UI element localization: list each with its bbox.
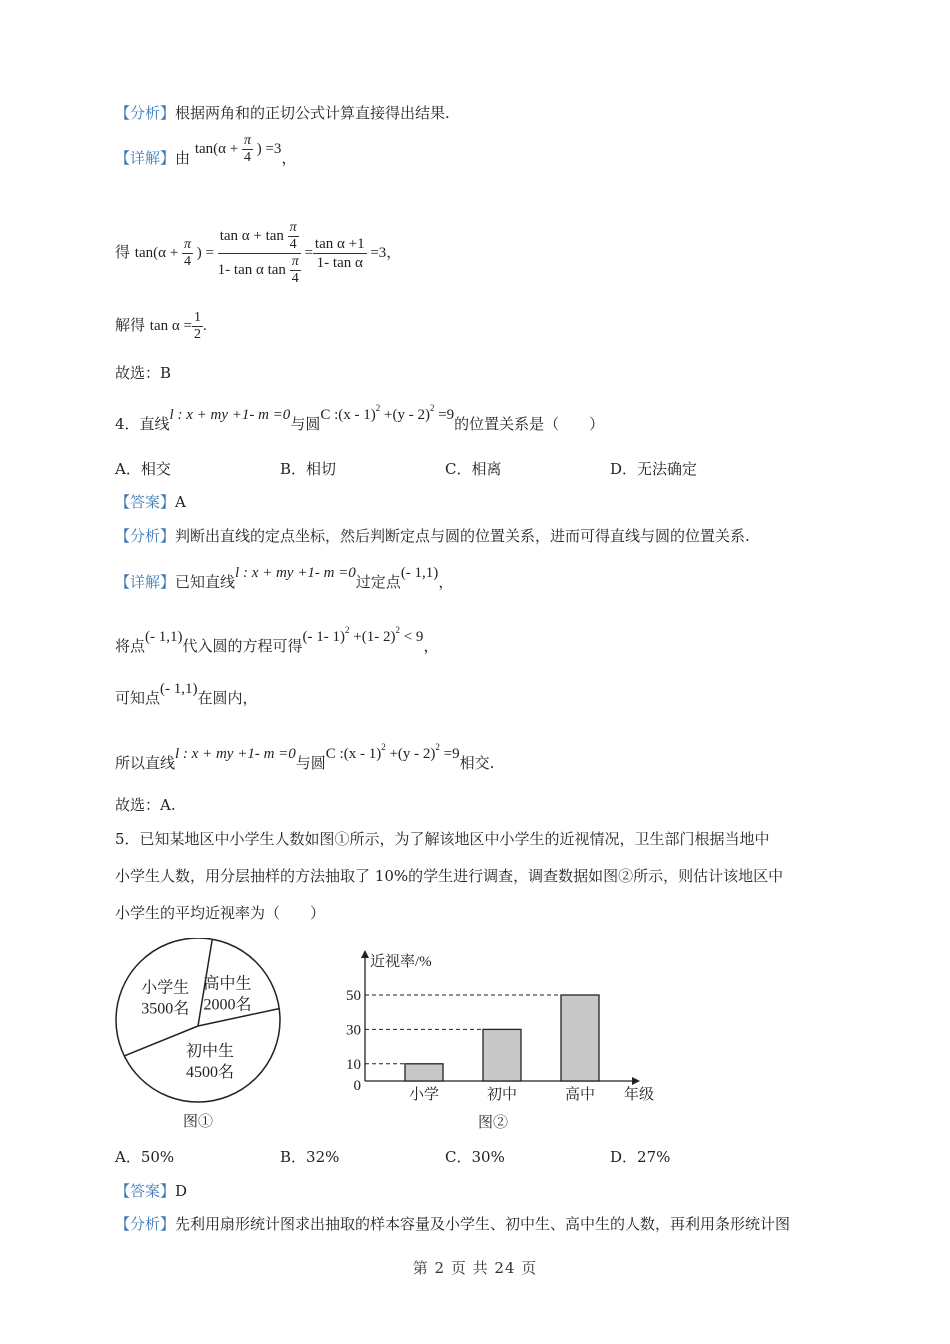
fraction xyxy=(313,235,367,272)
circle-equation xyxy=(325,742,460,762)
pie-slice-value: 2000名 xyxy=(203,996,252,1014)
y-tick-label: 50 xyxy=(346,988,361,1004)
text: 将点 xyxy=(115,637,146,655)
q4-analysis xyxy=(115,526,750,546)
line-equation: l : x + my +1- m =0 xyxy=(235,565,356,581)
q3-analysis xyxy=(115,103,450,123)
math-text: ) =3 xyxy=(256,140,282,157)
analysis-text: 判断出直线的定点坐标，然后判断定点与圆的位置关系，进而可得直线与圆的位置关系. xyxy=(175,527,750,545)
point: (- 1,1) xyxy=(145,629,183,645)
answer-tag: 【答案】 xyxy=(115,1182,176,1200)
exponent: 2 xyxy=(395,625,400,635)
analysis-tag: 【分析】 xyxy=(115,527,176,545)
pie-chart xyxy=(108,938,288,1138)
q5-stem-line2: 小学生人数，用分层抽样的方法抽取了 10%的学生进行调查，调查数据如图②所示，则估计该地区中 xyxy=(115,867,784,885)
detail-prefix: 由 xyxy=(175,148,191,167)
q4-answer xyxy=(115,492,186,512)
q4-detail-3 xyxy=(115,681,258,709)
fraction xyxy=(288,220,299,253)
answer-value: A xyxy=(175,493,186,511)
numerator: 1 xyxy=(193,310,201,325)
pie-slice-value: 3500名 xyxy=(141,1000,190,1018)
q4-option-b: B．相切 xyxy=(280,460,337,478)
x-axis-label: 年级 xyxy=(624,1087,655,1103)
text: 在圆内， xyxy=(197,689,258,707)
x-tick-label: 高中 xyxy=(564,1087,596,1103)
exponent: 2 xyxy=(345,625,350,635)
denominator: 1- tan α xyxy=(316,255,363,271)
exponent: 2 xyxy=(429,403,435,413)
pie-slice-label: 初中生 xyxy=(185,1043,234,1061)
q4-option-c: C．相离 xyxy=(445,460,502,478)
bar-chart xyxy=(330,940,670,1140)
numerator: π xyxy=(291,254,299,269)
text: 与圆 xyxy=(290,415,321,433)
text: 可知点 xyxy=(115,689,161,707)
analysis-tag: 【分析】 xyxy=(115,104,176,122)
fraction xyxy=(290,254,301,287)
q4-choose: 故选：A. xyxy=(115,796,176,814)
fraction xyxy=(242,133,253,166)
punct: ， xyxy=(386,242,402,261)
denominator: 4 xyxy=(243,150,251,165)
x-tick-label: 小学 xyxy=(408,1087,440,1103)
answer-tag: 【答案】 xyxy=(115,493,176,511)
q4-detail-2 xyxy=(115,625,439,657)
math-text: +(y - 2) xyxy=(380,407,430,423)
exponent: 2 xyxy=(375,403,381,413)
q5-option-a: A．50% xyxy=(115,1148,175,1166)
math-text: =3 xyxy=(370,244,387,261)
text: 已知直线 xyxy=(175,573,236,591)
q3-solve xyxy=(115,310,207,343)
math-text: C :(x - 1) xyxy=(325,746,382,762)
big-fraction xyxy=(218,220,301,287)
math-text: tan α = xyxy=(149,317,192,334)
numerator xyxy=(218,220,301,254)
pie-slice-label: 小学生 xyxy=(141,979,190,997)
y-axis-label: 近视率/% xyxy=(370,954,432,970)
derive-equation xyxy=(134,220,387,286)
question-number: 4．直线 xyxy=(115,415,170,433)
math-text: +(y - 2) xyxy=(385,746,436,762)
q5-analysis xyxy=(115,1214,790,1234)
pie-title: 图① xyxy=(182,1114,214,1130)
denominator xyxy=(218,254,301,287)
y-tick-label: 10 xyxy=(346,1056,361,1073)
q5-stem-line1: 5．已知某地区中小学生人数如图①所示，为了解该地区中小学生的近视情况，卫生部门根据当地中 xyxy=(115,830,770,848)
q4-option-a: A．相交 xyxy=(115,460,171,478)
text: 过定点 xyxy=(355,573,401,591)
pie-slice-label: 高中生 xyxy=(203,975,252,993)
punct: ， xyxy=(438,573,454,591)
text: 的位置关系是（ ） xyxy=(454,415,605,433)
math-text: C :(x - 1) xyxy=(320,407,376,423)
point: (- 1,1) xyxy=(400,565,439,581)
denominator: 2 xyxy=(193,327,201,342)
bar xyxy=(405,1064,443,1081)
q5-option-d: D．27% xyxy=(610,1148,671,1166)
text: 所以直线 xyxy=(115,754,176,772)
math-text: < 9 xyxy=(399,629,424,645)
q5-option-c: C．30% xyxy=(445,1148,505,1166)
point: (- 1,1) xyxy=(160,681,198,697)
punct: ， xyxy=(281,148,297,167)
math-text: 1- tan α tan xyxy=(217,261,286,278)
math-text: tan(α + xyxy=(134,244,179,261)
given-equation xyxy=(194,133,282,165)
q5-answer xyxy=(115,1181,187,1201)
q3-derive xyxy=(115,220,401,287)
denominator: 4 xyxy=(289,237,297,252)
numerator: π xyxy=(183,237,191,252)
math-text: tan α + tan xyxy=(219,227,284,244)
analysis-text: 先利用扇形统计图求出抽取的样本容量及小学生、初中生、高中生的人数，再利用条形统计图 xyxy=(175,1215,791,1233)
line-equation: l : x + my +1- m =0 xyxy=(169,407,291,423)
fraction xyxy=(182,237,193,270)
math-text: (- 1- 1) xyxy=(302,629,346,645)
text: 与圆 xyxy=(295,754,326,772)
page-footer: 第 2 页 共 24 页 xyxy=(412,1259,538,1277)
q4-detail-4 xyxy=(115,742,495,774)
solve-equation xyxy=(149,310,207,342)
text: 相交. xyxy=(459,754,495,772)
math-text: =9 xyxy=(434,407,455,423)
detail-tag: 【详解】 xyxy=(115,573,176,591)
q5-stem-line3: 小学生的平均近视率为（ ） xyxy=(115,904,326,922)
y-axis-arrow-icon xyxy=(361,950,369,958)
math-text: =9 xyxy=(439,746,460,762)
fraction xyxy=(192,310,203,343)
math-text: tan(α + xyxy=(194,140,239,157)
analysis-tag: 【分析】 xyxy=(115,1215,176,1233)
answer-value: D xyxy=(175,1182,188,1200)
math-text: = xyxy=(304,244,313,261)
bar-title: 图② xyxy=(477,1115,509,1131)
y-tick-label: 0 xyxy=(353,1078,361,1094)
q5-option-b: B．32% xyxy=(280,1148,340,1166)
q3-choose: 故选：B xyxy=(115,364,172,382)
bar xyxy=(561,995,599,1081)
math-text: ) = xyxy=(196,244,214,261)
punct: ， xyxy=(423,637,439,655)
numerator: π xyxy=(289,220,297,235)
circle-equation xyxy=(320,403,455,423)
pie-slice-value: 4500名 xyxy=(185,1064,234,1082)
denominator: 4 xyxy=(183,254,191,269)
numerator: tan α +1 xyxy=(314,236,365,252)
line-equation: l : x + my +1- m =0 xyxy=(175,746,296,762)
y-tick-label: 30 xyxy=(346,1022,361,1039)
exponent: 2 xyxy=(435,742,440,752)
solve-prefix: 解得 xyxy=(115,315,146,334)
text: 代入圆的方程可得 xyxy=(182,637,303,655)
analysis-text: 根据两角和的正切公式计算直接得出结果. xyxy=(175,104,450,122)
q3-detail xyxy=(115,133,297,176)
punct: . xyxy=(202,317,207,334)
math-text: +(1- 2) xyxy=(349,629,396,645)
x-tick-label: 初中 xyxy=(486,1087,518,1103)
q4-option-d: D．无法确定 xyxy=(610,460,698,478)
denominator: 4 xyxy=(291,271,299,286)
q4-detail-1 xyxy=(115,565,454,593)
q4-stem xyxy=(115,403,605,435)
x-axis-arrow-icon xyxy=(632,1077,640,1085)
bar xyxy=(483,1029,521,1081)
exponent: 2 xyxy=(381,742,386,752)
numerator: π xyxy=(243,133,251,148)
derive-prefix: 得 xyxy=(115,242,131,261)
inequality xyxy=(302,625,424,645)
detail-tag: 【详解】 xyxy=(115,148,176,167)
